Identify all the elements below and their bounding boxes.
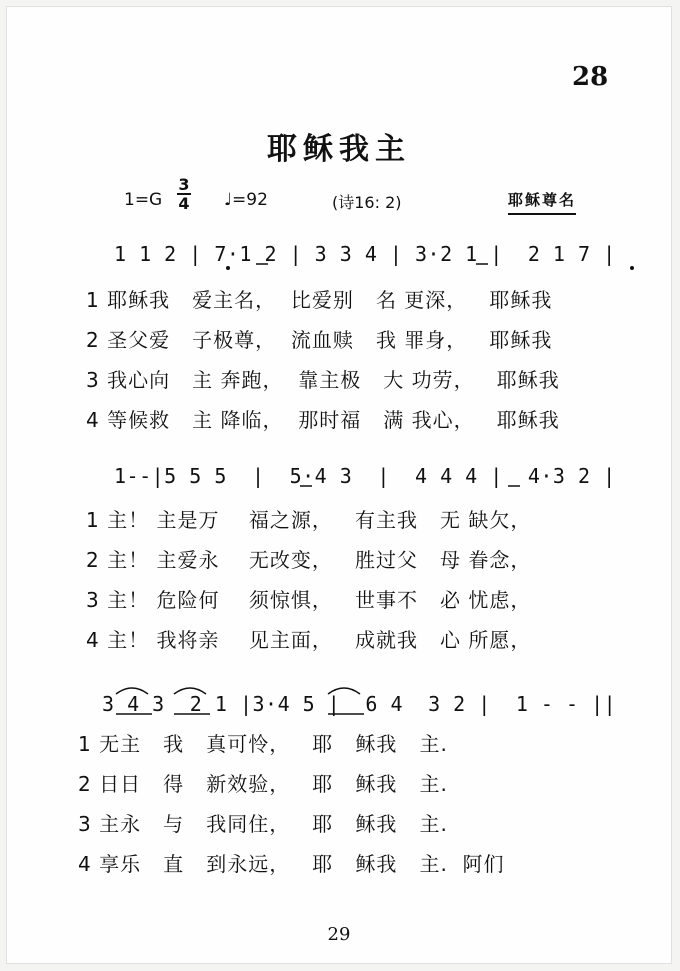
- lyric-line: 4 主！ 我将亲 见主面， 成就我 心 所愿，: [86, 628, 532, 652]
- lyric-line: 4 享乐 直 到永远， 耶 稣我 主. 阿们: [78, 852, 505, 876]
- hymn-number: 28: [572, 62, 609, 92]
- lyric-line: 3 主永 与 我同住， 耶 稣我 主.: [78, 812, 448, 836]
- hymn-title: 耶稣我主: [267, 132, 411, 167]
- slur: [328, 688, 360, 694]
- lyric-line: 2 主！ 主爱永 无改变， 胜过父 母 眷念，: [86, 548, 532, 572]
- notation-line-1: 1 1 2 | 7·1 2 | 3 3 4 | 3·2 1 | 2 1 7 |: [114, 242, 616, 266]
- scripture-reference: (诗16: 2): [332, 193, 402, 212]
- page-number: 29: [327, 924, 351, 945]
- lyric-line: 3 我心向 主 奔跑， 靠主极 大 功劳， 耶稣我: [86, 368, 560, 392]
- time-signature-top: 3: [178, 175, 190, 194]
- key-signature: 1=G: [124, 190, 163, 210]
- lyric-line: 1 主！ 主是万 福之源， 有主我 无 缺欠，: [86, 508, 532, 532]
- lyric-line: 4 等候救 主 降临， 那时福 满 我心， 耶稣我: [86, 408, 560, 432]
- lyric-line: 3 主！ 危险何 须惊惧， 世事不 必 忧虑，: [86, 588, 532, 612]
- hymn-page: [6, 6, 672, 964]
- octave-dot: [630, 266, 634, 270]
- tune-name: 耶稣尊名: [508, 189, 576, 215]
- lyric-line: 1 无主 我 真可怜， 耶 稣我 主.: [78, 732, 448, 756]
- time-signature-bottom: 4: [178, 194, 190, 213]
- lyric-line: 2 圣父爱 子极尊， 流血赎 我 罪身， 耶稣我: [86, 328, 553, 352]
- notation-line-3: 3 4 3 2 1 |3·4 5 | 6 4 3 2 | 1 - - ||: [102, 692, 617, 716]
- tempo-marking: ♩=92: [224, 190, 268, 210]
- notation-marks: [6, 6, 672, 964]
- slur: [174, 688, 206, 694]
- slur: [116, 688, 148, 694]
- octave-dot: [226, 266, 230, 270]
- lyric-line: 1 耶稣我 爱主名， 比爱别 名 更深， 耶稣我: [86, 288, 553, 312]
- lyric-line: 2 日日 得 新效验， 耶 稣我 主.: [78, 772, 448, 796]
- notation-line-2: 1--|5 5 5 | 5·4 3 | 4 4 4 | 4·3 2 |: [114, 464, 616, 488]
